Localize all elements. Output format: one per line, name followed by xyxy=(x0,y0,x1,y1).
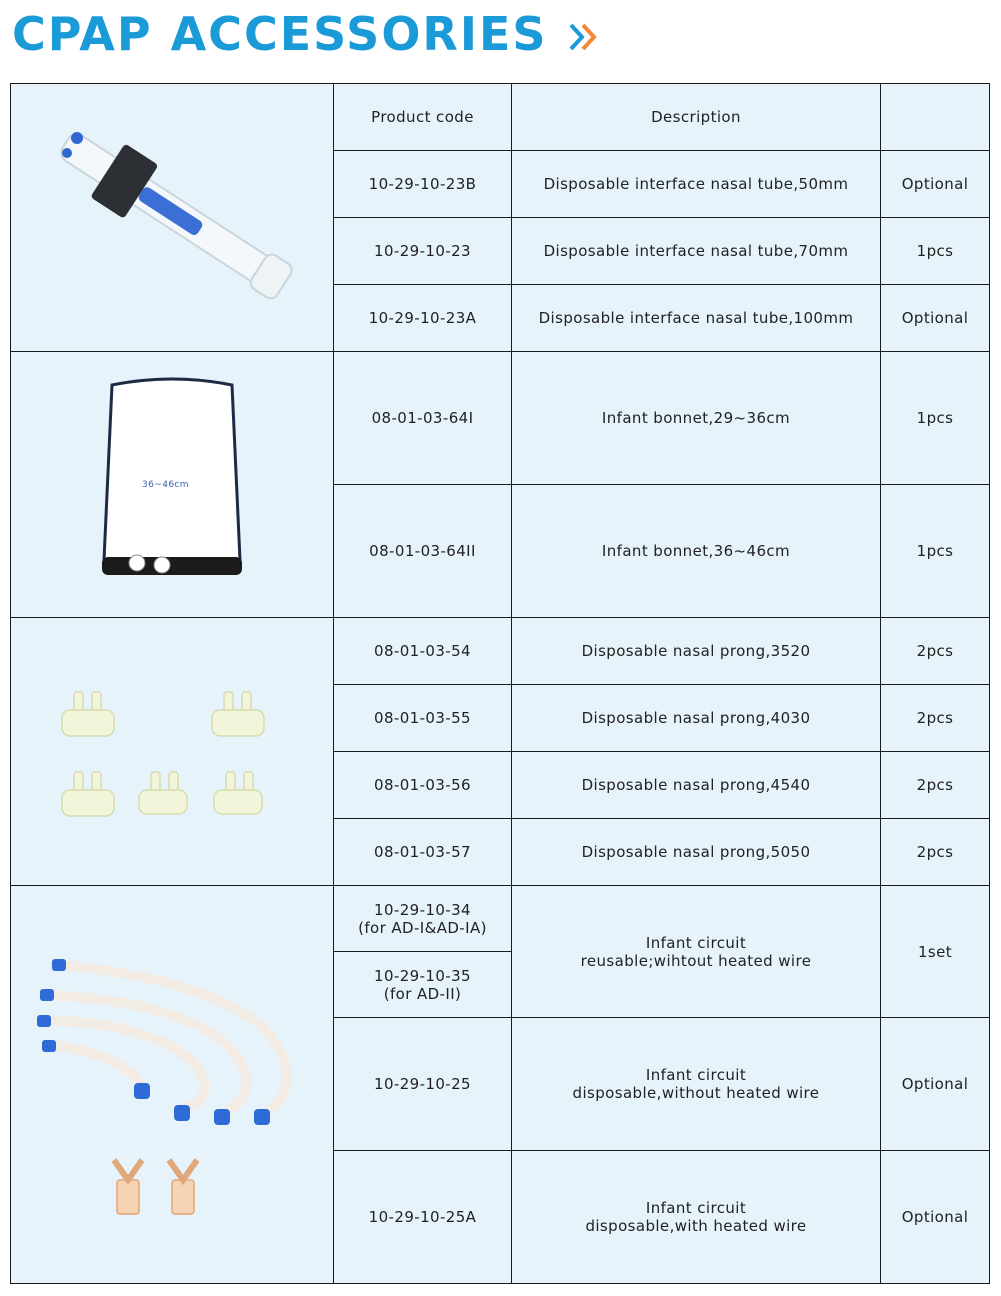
quantity: Optional xyxy=(881,285,990,352)
description: Disposable nasal prong,4540 xyxy=(512,752,881,819)
quantity: Optional xyxy=(881,151,990,218)
nasal-prong-icon xyxy=(42,672,302,832)
table-row xyxy=(11,618,990,685)
table-row xyxy=(11,352,990,485)
description-line2: reusable;wihtout heated wire xyxy=(580,951,812,970)
product-code: 10-29-10-23A xyxy=(334,285,512,352)
product-code: 10-29-10-25A xyxy=(334,1151,512,1284)
description-line1: Infant circuit xyxy=(645,1199,747,1217)
quantity: 1set xyxy=(881,886,990,1018)
table-header-row xyxy=(11,84,990,151)
nasal-prong-image xyxy=(11,618,334,886)
product-code: 10-29-10-23 xyxy=(334,218,512,285)
product-code xyxy=(334,952,512,1018)
page-header xyxy=(12,4,604,64)
product-code-line2: (for AD-I&AD-IA) xyxy=(358,918,487,937)
product-code xyxy=(334,886,512,952)
description: Disposable interface nasal tube,50mm xyxy=(512,151,881,218)
description-line1: Infant circuit xyxy=(645,1066,747,1084)
quantity: 1pcs xyxy=(881,352,990,485)
quantity: Optional xyxy=(881,1018,990,1151)
quantity: 1pcs xyxy=(881,218,990,285)
nasal-tube-image xyxy=(11,84,334,352)
product-code: 08-01-03-56 xyxy=(334,752,512,819)
description xyxy=(512,886,881,1018)
quantity: 2pcs xyxy=(881,618,990,685)
infant-bonnet-image xyxy=(11,352,334,618)
description: Disposable interface nasal tube,70mm xyxy=(512,218,881,285)
product-code-line2: (for AD-II) xyxy=(383,984,462,1003)
description: Disposable nasal prong,5050 xyxy=(512,819,881,886)
header-quantity xyxy=(881,84,990,151)
accessories-table xyxy=(10,83,990,1284)
infant-circuit-icon xyxy=(22,945,322,1225)
product-code: 08-01-03-64II xyxy=(334,485,512,618)
quantity: 2pcs xyxy=(881,752,990,819)
quantity: 1pcs xyxy=(881,485,990,618)
bonnet-size-label: 36~46cm xyxy=(142,479,189,490)
product-code: 08-01-03-57 xyxy=(334,819,512,886)
description-line2: disposable,with heated wire xyxy=(585,1217,807,1235)
infant-bonnet-icon xyxy=(82,375,262,595)
product-code: 10-29-10-23B xyxy=(334,151,512,218)
product-code-line1: 10-29-10-34 xyxy=(374,900,471,919)
infant-circuit-image xyxy=(11,886,334,1284)
description xyxy=(512,1151,881,1284)
nasal-tube-icon xyxy=(22,93,322,343)
description: Infant bonnet,36~46cm xyxy=(512,485,881,618)
page-title: CPAP ACCESSORIES xyxy=(12,7,548,61)
product-code-line1: 10-29-10-35 xyxy=(374,966,471,985)
description: Disposable interface nasal tube,100mm xyxy=(512,285,881,352)
description-line1: Infant circuit xyxy=(645,933,747,952)
description: Disposable nasal prong,4030 xyxy=(512,685,881,752)
table-row xyxy=(11,886,990,952)
description xyxy=(512,1018,881,1151)
product-code: 08-01-03-54 xyxy=(334,618,512,685)
header-product-code: Product code xyxy=(334,84,512,151)
quantity: 2pcs xyxy=(881,685,990,752)
description: Infant bonnet,29~36cm xyxy=(512,352,881,485)
double-chevron-right-icon xyxy=(568,22,604,52)
description-line2: disposable,without heated wire xyxy=(572,1084,820,1102)
product-code: 10-29-10-25 xyxy=(334,1018,512,1151)
description: Disposable nasal prong,3520 xyxy=(512,618,881,685)
product-code: 08-01-03-64I xyxy=(334,352,512,485)
quantity: 2pcs xyxy=(881,819,990,886)
quantity: Optional xyxy=(881,1151,990,1284)
header-description: Description xyxy=(512,84,881,151)
product-code: 08-01-03-55 xyxy=(334,685,512,752)
